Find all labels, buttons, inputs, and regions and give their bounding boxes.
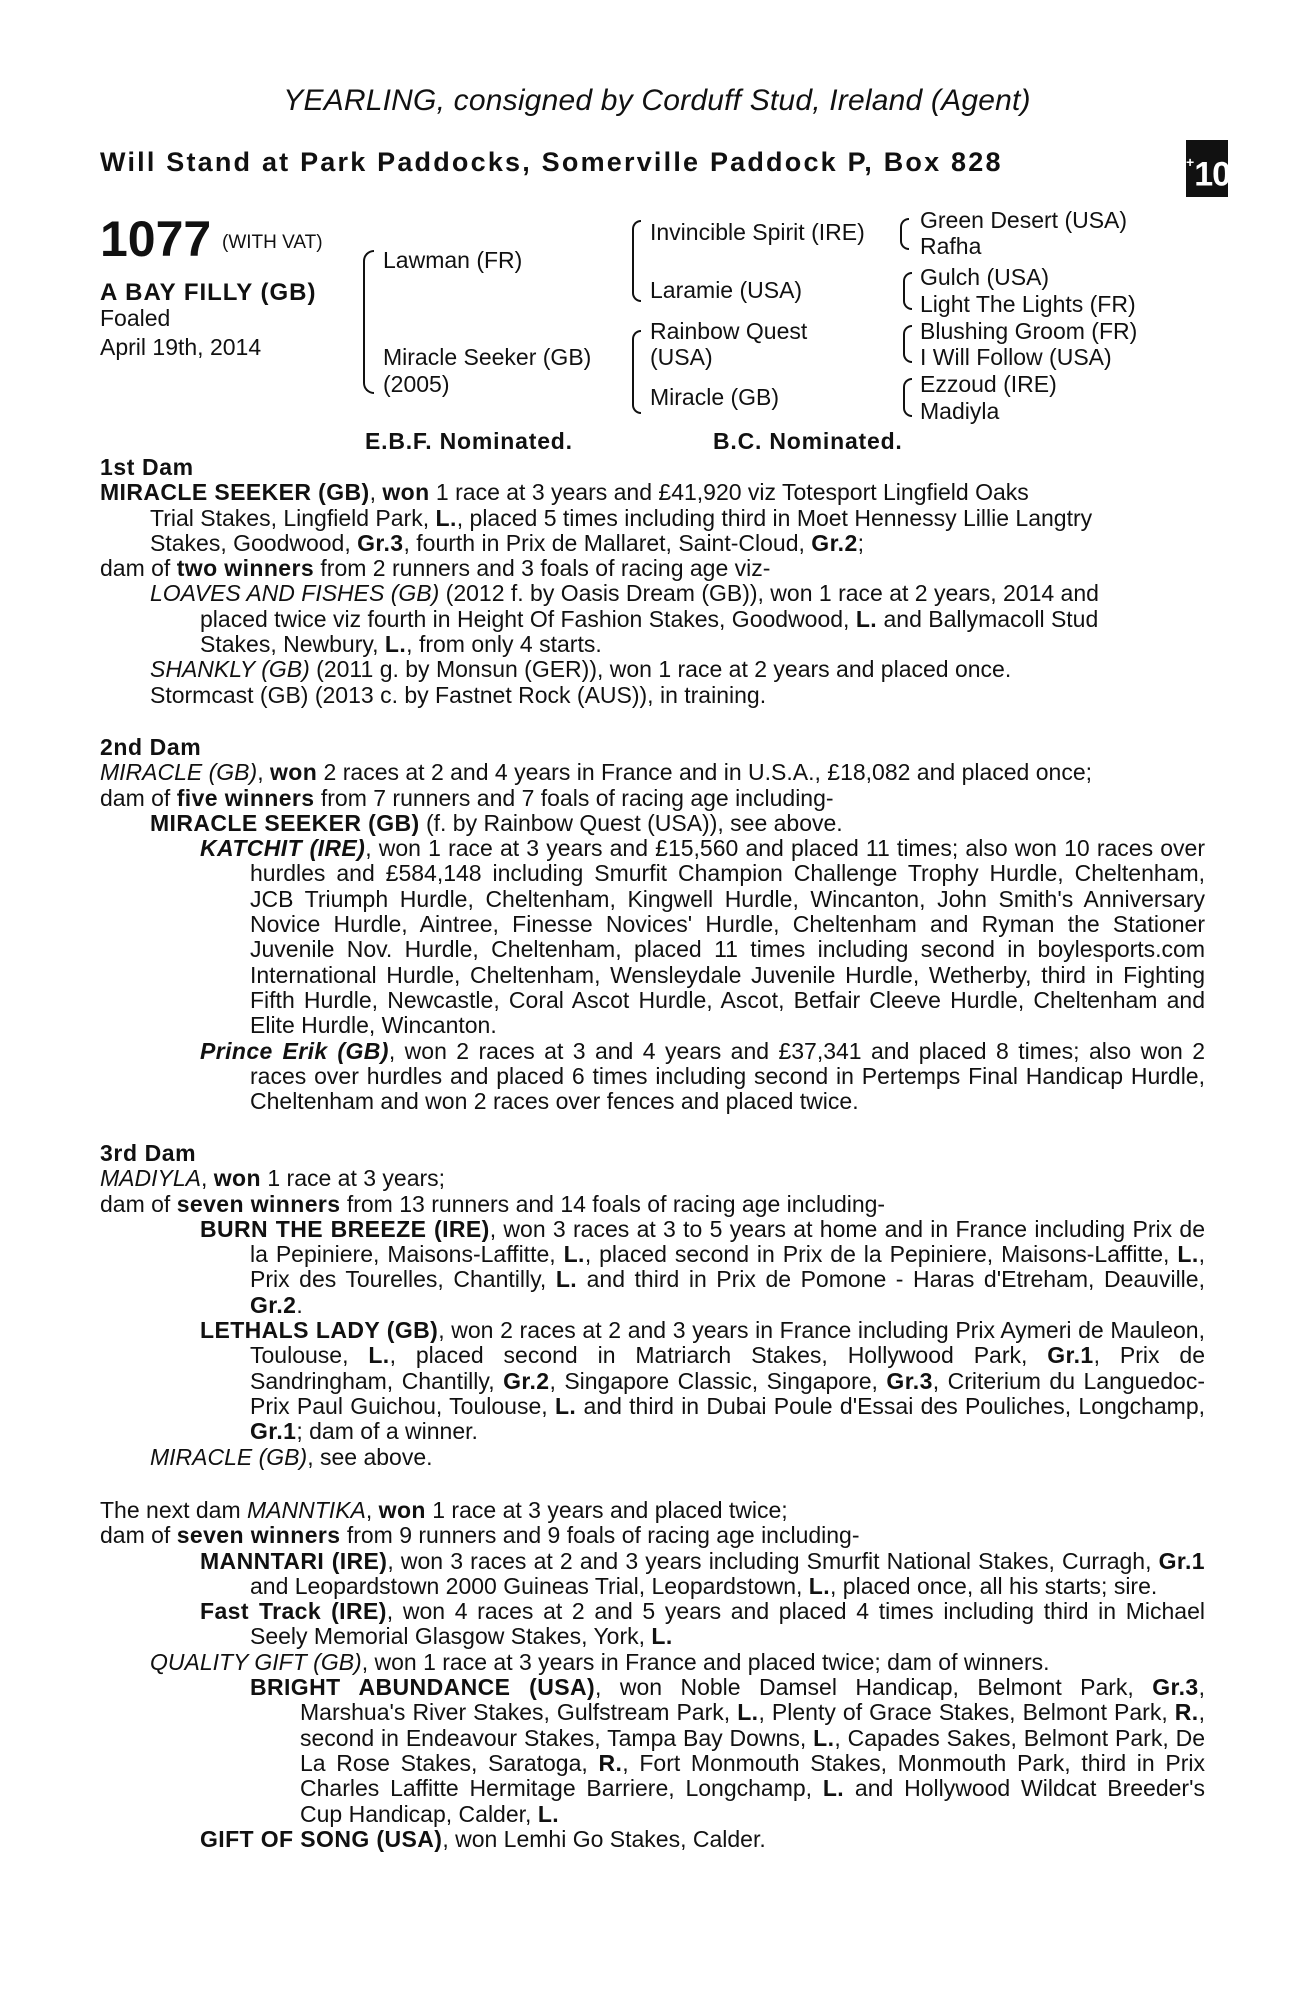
section-title: 2nd Dam	[100, 734, 202, 760]
dam-line: MIRACLE (GB), won 2 races at 2 and 4 years in France and in U.S.A., £18,082 and placed once;	[100, 759, 1092, 786]
produce-line: Stormcast (GB) (2013 c. by Fastnet Rock (AUS)), in training.	[150, 681, 767, 708]
produce-entry: KATCHIT (IRE), won 1 race at 3 years and £15,560 and placed 11 times; also won 10 races over hurdles and £584,148 including Smurfit Champion Challenge Trophy Hurdle, Cheltenham, JCB Triumph Hurdle, Cheltenham, Kingwell Hurdle, Wincanton, John Smith's Anniversary Novice Hurdle, Aintree, Finesse Novices' Hurdle, Cheltenham and Ryman the Stationer Juvenile Nov. Hurdle, Cheltenham, placed 11 times including second in boylesports.com International Hurdle, Cheltenham, Wensleydale Juvenile Hurdle, Wetherby, third in Fighting Fifth Hurdle, Newcastle, Coral Ascot Hurdle, Ascot, Betfair Cleeve Hurdle, Cheltenham and Elite Hurdle, Wincanton.	[200, 835, 1205, 1039]
pedigree-brace-main	[363, 250, 374, 394]
pedigree-sire-dam: Laramie (USA)	[650, 277, 803, 303]
pedigree-dam-sire: Rainbow Quest	[650, 318, 808, 344]
produce-entry: BRIGHT ABUNDANCE (USA), won Noble Damsel Handicap, Belmont Park, Gr.3, Marshua's River Stakes, Gulfstream Park, L., Plenty of Grace Stakes, Belmont Park, R., second in Endeavour Stakes, Tampa Bay Downs, L., Capades Sakes, Belmont Park, De La Rose Stakes, Saratoga, R., Fort Monmouth Stakes, Monmouth Park, third in Prix Charles Laffitte Hermitage Barriere, Longchamp, L. and Hollywood Wildcat Breeder's Cup Handicap, Calder, L.	[250, 1674, 1206, 1827]
pedigree-dam-sire-country: (USA)	[650, 344, 713, 370]
pedigree-gg-4: Light The Lights (FR)	[920, 291, 1136, 317]
produce-entry: Fast Track (IRE), won 4 races at 2 and 5 years and placed 4 times including third in Michael Seely Memorial Glasgow Stakes, York, L.	[200, 1598, 1205, 1650]
first-dam-section	[100, 455, 1205, 708]
produce-entry: LETHALS LADY (GB), won 2 races at 2 and 3 years in France including Prix Aymeri de Mauleon, Toulouse, L., placed second in Matriarch Stakes, Hollywood Park, Gr.1, Prix de Sandringham, Chantilly, Gr.2, Singapore Classic, Singapore, Gr.3, Criterium du Languedoc-Prix Paul Guichou, Toulouse, L. and third in Dubai Poule d'Essai des Pouliches, Longchamp, Gr.1; dam of a winner.	[200, 1317, 1205, 1445]
produce-entry: BURN THE BREEZE (IRE), won 3 races at 3 to 5 years at home and in France including Prix de la Pepiniere, Maisons-Laffitte, L., placed second in Prix de la Pepiniere, Maisons-Laffitte, L., Prix des Tourelles, Chantilly, L. and third in Prix de Pomone - Haras d'Etreham, Deauville, Gr.2.	[200, 1215, 1206, 1318]
pedigree-gg-2: Rafha	[920, 233, 982, 259]
dam-line: MADIYLA, won 1 race at 3 years;	[100, 1165, 446, 1192]
section-title: 1st Dam	[100, 454, 194, 480]
foaled-date: April 19th, 2014	[100, 334, 262, 360]
pedigree-gg-3: Gulch (USA)	[920, 264, 1050, 290]
next-dam-section	[100, 1498, 1205, 1852]
dam-line: dam of two winners from 2 runners and 3 foals of racing age viz-	[100, 555, 771, 582]
dam-line: dam of seven winners from 13 runners and 14 foals of racing age including-	[100, 1190, 886, 1217]
page-badge	[1186, 140, 1231, 197]
second-dam-section	[100, 735, 1205, 1114]
foaled-label: Foaled	[100, 305, 171, 331]
bc-nominated: B.C. Nominated.	[713, 428, 903, 454]
pedigree-sire-sire: Invincible Spirit (IRE)	[650, 219, 865, 245]
produce-line: SHANKLY (GB) (2011 g. by Monsun (GER)), won 1 race at 2 years and placed once.	[150, 656, 1012, 683]
ebf-nominated: E.B.F. Nominated.	[365, 428, 573, 454]
lot-vat: (WITH VAT)	[222, 232, 323, 253]
produce-line: MIRACLE SEEKER (GB) (f. by Rainbow Quest (USA)), see above.	[150, 809, 843, 836]
badge-plus: +	[1186, 154, 1194, 170]
pedigree-dam: Miracle Seeker (GB)	[383, 344, 592, 370]
section-title: 3rd Dam	[100, 1140, 197, 1166]
lot-number: 1077	[100, 211, 212, 267]
produce-line: MIRACLE (GB), see above.	[150, 1443, 433, 1470]
stand-location: Will Stand at Park Paddocks, Somerville Paddock P, Box 828	[100, 147, 1003, 177]
produce-entry: Prince Erik (GB), won 2 races at 3 and 4 years and £37,341 and placed 8 times; also won 2 races over hurdles and placed 6 times including second in Pertemps Final Handicap Hurdle, Cheltenham and won 2 races over fences and placed twice.	[200, 1037, 1205, 1115]
pedigree-gg-6: I Will Follow (USA)	[920, 344, 1112, 370]
pedigree-brace-sire	[632, 220, 641, 302]
pedigree-brace-g34	[903, 272, 912, 310]
pedigree-gg-1: Green Desert (USA)	[920, 207, 1128, 233]
pedigree-brace-g78	[903, 378, 912, 417]
catalogue-header: YEARLING, consigned by Corduff Stud, Ireland (Agent)	[283, 84, 1031, 117]
dam-line: Trial Stakes, Lingfield Park, L., placed 5 times including third in Moet Hennessy Lillie Langtry	[150, 504, 1093, 531]
produce-line: Stakes, Newbury, L., from only 4 starts.	[200, 631, 602, 658]
produce-line: QUALITY GIFT (GB), won 1 race at 3 years in France and placed twice; dam of winners.	[150, 1648, 1050, 1675]
horse-description: A BAY FILLY (GB)	[100, 279, 317, 306]
dam-line: Stakes, Goodwood, Gr.3, fourth in Prix de Mallaret, Saint-Cloud, Gr.2;	[150, 529, 865, 556]
produce-line: LOAVES AND FISHES (GB) (2012 f. by Oasis Dream (GB)), won 1 race at 2 years, 2014 and	[150, 580, 1099, 607]
produce-line: GIFT OF SONG (USA), won Lemhi Go Stakes, Calder.	[200, 1825, 766, 1852]
dam-line: dam of seven winners from 9 runners and 9 foals of racing age including-	[100, 1522, 860, 1549]
pedigree-gg-5: Blushing Groom (FR)	[920, 318, 1138, 344]
pedigree-gg-8: Madiyla	[920, 398, 1000, 424]
pedigree-brace-g56	[903, 325, 912, 363]
dam-line: dam of five winners from 7 runners and 7 foals of racing age including-	[100, 784, 834, 811]
third-dam-section	[100, 1141, 1205, 1470]
pedigree-gg-7: Ezzoud (IRE)	[920, 371, 1057, 397]
dam-line: The next dam MANNTIKA, won 1 race at 3 years and placed twice;	[100, 1497, 788, 1523]
pedigree-brace-dam	[632, 330, 641, 414]
pedigree-sire: Lawman (FR)	[383, 247, 523, 273]
pedigree-dam-dam: Miracle (GB)	[650, 384, 780, 410]
produce-line: placed twice viz fourth in Height Of Fashion Stakes, Goodwood, L. and Ballymacoll Stud	[200, 605, 1099, 632]
badge-number: 10	[1194, 155, 1231, 194]
produce-entry: MANNTARI (IRE), won 3 races at 2 and 3 years including Smurfit National Stakes, Curragh, Gr.1 and Leopardstown 2000 Guineas Trial, Leopardstown, L., placed once, all his starts; sire.	[200, 1547, 1205, 1599]
pedigree-dam-year: (2005)	[383, 371, 450, 397]
dam-line: MIRACLE SEEKER (GB), won 1 race at 3 years and £41,920 viz Totesport Lingfield Oaks	[100, 479, 1029, 506]
pedigree-brace-g12	[900, 218, 909, 250]
